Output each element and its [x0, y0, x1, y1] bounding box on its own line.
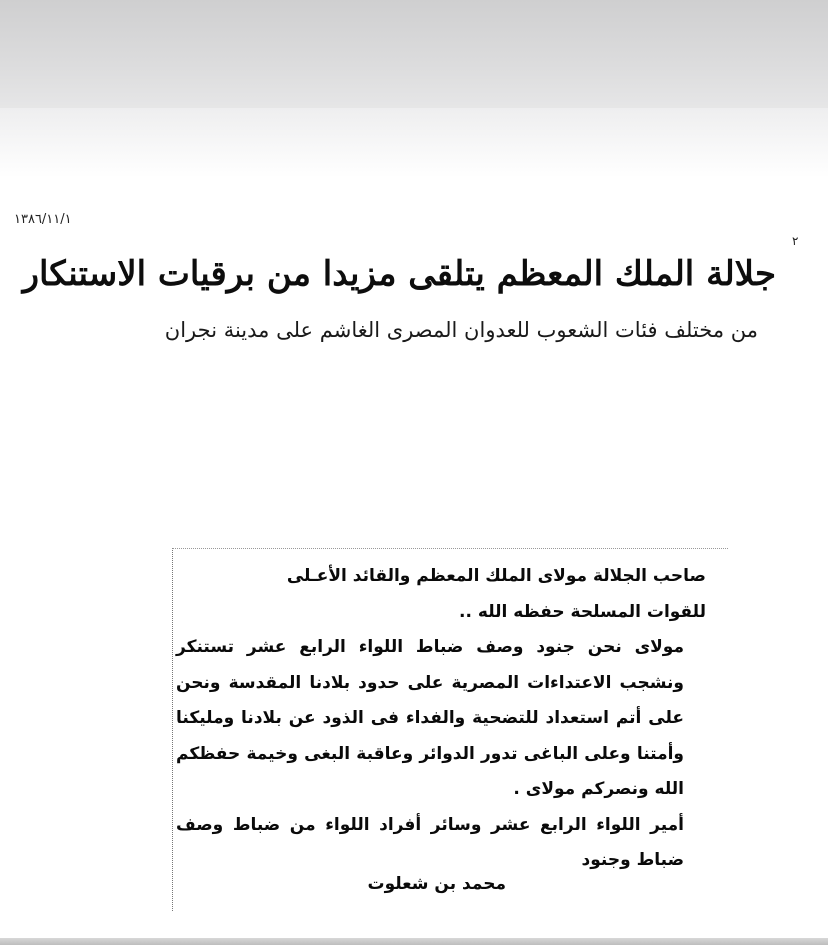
telegram-salutation-line2: للقوات المسلحة حفظه الله .. — [459, 601, 706, 622]
telegram-paragraph-1: مولاى نحن جنود وصف ضباط اللواء الرابع عشر تستنكر ونشجب الاعتداءات المصرية على حدود بلادنا المقدسة ونحن على أتم استعداد للتضحية والفداء فى الذود عن بلادنا ومليكنا وأمتنا وعلى الباغى تدور الدوائر وعاقبة البغى وخيمة حفظكم الله ونصركم مولاى . — [176, 637, 684, 799]
page-date: ١٣٨٦/١١/١ — [14, 212, 72, 227]
top-gray-band — [0, 0, 828, 108]
telegram-paragraph-2: أمير اللواء الرابع عشر وسائر أفراد اللواء من ضباط وصف ضباط وجنود — [176, 814, 684, 870]
page-number: ٢ — [792, 234, 799, 248]
article-headline: جلالة الملك المعظم يتلقى مزيدا من برقيات الاستنكار — [22, 254, 776, 294]
bottom-rule — [0, 938, 828, 945]
telegram-clipping — [172, 548, 728, 911]
telegram-signature: محمد بن شعلوت — [367, 874, 506, 894]
telegram-salutation-line1: صاحب الجلالة مولاى الملك المعظم والقائد الأعـلى — [286, 566, 706, 586]
article-subheadline: من مختلف فئات الشعوب للعدوان المصرى الغاشم على مدينة نجران — [164, 318, 758, 342]
top-fade — [0, 108, 828, 178]
telegram-body — [176, 559, 706, 879]
